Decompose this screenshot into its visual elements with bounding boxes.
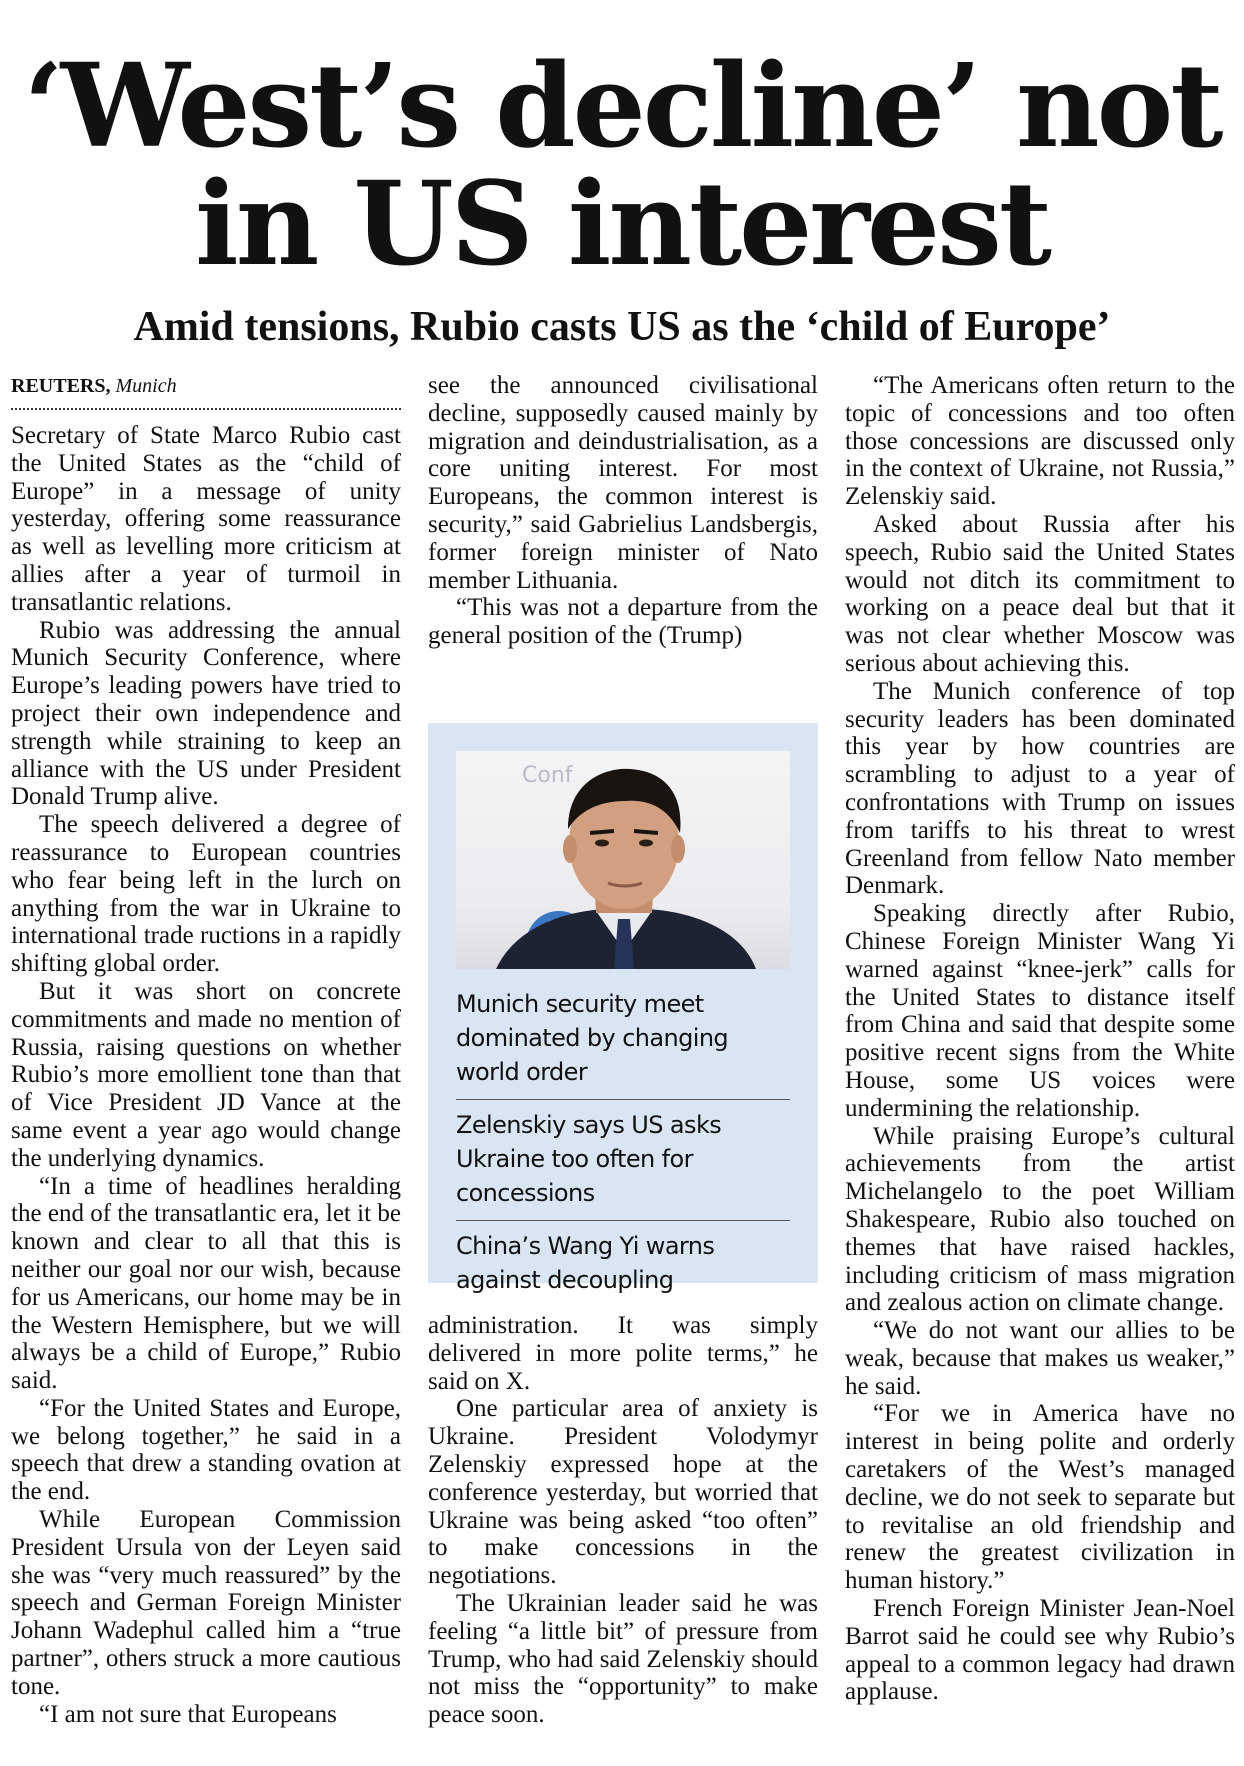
byline-agency: REUTERS, — [11, 375, 111, 397]
paragraph: Secretary of State Marco Rubio cast the United States as the “child of Europe” in a message of unity yesterday, offering some reassurance as well as levelling more criticism at allies after a year of turmoil in transatlantic relations. — [11, 422, 401, 616]
paragraph: see the announced civilisational decline, supposedly caused mainly by migration and deindustrialisation, as a core uniting interest. For most Europeans, the common interest is security,” said Gabrielius Landsbergis, former foreign minister of Nato member Lithuania. — [428, 372, 818, 594]
paragraph: Speaking directly after Rubio, Chinese Foreign Minister Wang Yi warned against “knee-jerk” calls for the United States to distance itself from China and said that despite some positive recent signs from the White House, some US voices were undermining the relationship. — [845, 900, 1235, 1122]
article-column-2-top — [428, 372, 818, 650]
paragraph: French Foreign Minister Jean-Noel Barrot said he could see why Rubio’s appeal to a common legacy had drawn applause. — [845, 1595, 1235, 1706]
paragraph: The Ukrainian leader said he was feeling “a little bit” of pressure from Trump, who had said Zelenskiy should not miss the “opportunity” to make peace soon. — [428, 1589, 818, 1729]
subheadline: Amid tensions, Rubio casts US as the ‘child of Europe’ — [133, 304, 1111, 350]
paragraph: Rubio was addressing the annual Munich Security Conference, where Europe’s leading powers have tried to project their own independence and strength while straining to keep an alliance with the US under President Donald Trump alive. — [11, 616, 401, 811]
headline-line-1: ‘West’s decline’ not — [23, 39, 1221, 174]
byline — [11, 372, 401, 410]
paragraph: “I am not sure that Europeans — [39, 1700, 337, 1728]
paragraph: One particular area of anxiety is Ukraine. President Volodymyr Zelenskiy expressed hope at the conference yesterday, but worried that Ukraine was being asked “too often” to make concessions in the negotiations. — [428, 1395, 818, 1590]
headline — [0, 39, 1244, 292]
article-column-1 — [11, 372, 401, 1728]
byline-place: Munich — [115, 375, 177, 397]
portrait-illustration — [456, 751, 790, 969]
paragraph: The speech delivered a degree of reassurance to European countries who fear being left in the lurch on anything from the war in Ukraine to international trade ructions in a rapidly shifting global order. — [11, 811, 401, 978]
related-stories-box — [428, 723, 818, 1294]
article-column-3 — [845, 372, 1235, 1706]
paragraph: But it was short on concrete commitments and made no mention of Russia, raising questions on whether Rubio’s more emollient tone than that of Vice President JD Vance at the same event a year ago would change the underlying dynamics. — [11, 977, 401, 1172]
rubio-photo — [456, 751, 790, 969]
paragraph: “For the United States and Europe, we belong together,” he said in a speech that drew a standing ovation at the end. — [11, 1394, 401, 1506]
photo-background-text: Conf — [522, 763, 573, 788]
paragraph: “We do not want our allies to be weak, because that makes us weaker,” he said. — [845, 1317, 1235, 1400]
related-story-link[interactable]: Munich security meet dominated by changing world order — [456, 990, 729, 1086]
paragraph: “In a time of headlines heralding the end of the transatlantic era, let it be known and clear to all that this is neither our goal nor our wish, because for us Americans, our home may be in the Western Hemisphere, but we will always be a child of Europe,” Rubio said. — [11, 1172, 401, 1395]
paragraph: The Munich conference of top security leaders has been dominated this year by how countries are scrambling to adjust to a year of confrontations with Trump on issues from tariffs to his threat to wrest Greenland from fellow Nato member Denmark. — [845, 677, 1235, 900]
paragraph: Asked about Russia after his speech, Rubio said the United States would not ditch its commitment to working on a peace deal but that it was not clear whether Moscow was serious about achieving this. — [845, 510, 1235, 677]
related-story-link[interactable]: China’s Wang Yi warns against decoupling — [456, 1220, 790, 1307]
paragraph: While praising Europe’s cultural achievements from the artist Michelangelo to the poet William Shakespeare, Rubio also touched on themes that have raised hackles, including criticism of mass migration and zealous action on climate change. — [845, 1122, 1235, 1317]
paragraph: While European Commission President Ursula von der Leyen said she was “very much reassured” by the speech and German Foreign Minister Johann Wadephul called him a “true partner”, others struck a more cautious tone. — [11, 1506, 401, 1700]
headline-line-2: in US interest — [195, 157, 1049, 292]
paragraph: “The Americans often return to the topic of concessions and too often those concessions are discussed only in the context of Ukraine, not Russia,” Zelenskiy said. — [845, 372, 1235, 511]
article-column-2-bottom — [428, 1312, 818, 1729]
paragraph: “For we in America have no interest in being polite and orderly caretakers of the West’s managed decline, we do not seek to separate but to revitalise an old friendship and renew the greatest civilization in human history.” — [845, 1400, 1235, 1595]
related-story-link[interactable]: Zelenskiy says US asks Ukraine too often for concessions — [456, 1099, 790, 1220]
paragraph: “This was not a departure from the general position of the (Trump) — [428, 594, 818, 650]
paragraph: administration. It was simply delivered in more polite terms,” he said on X. — [428, 1312, 818, 1395]
